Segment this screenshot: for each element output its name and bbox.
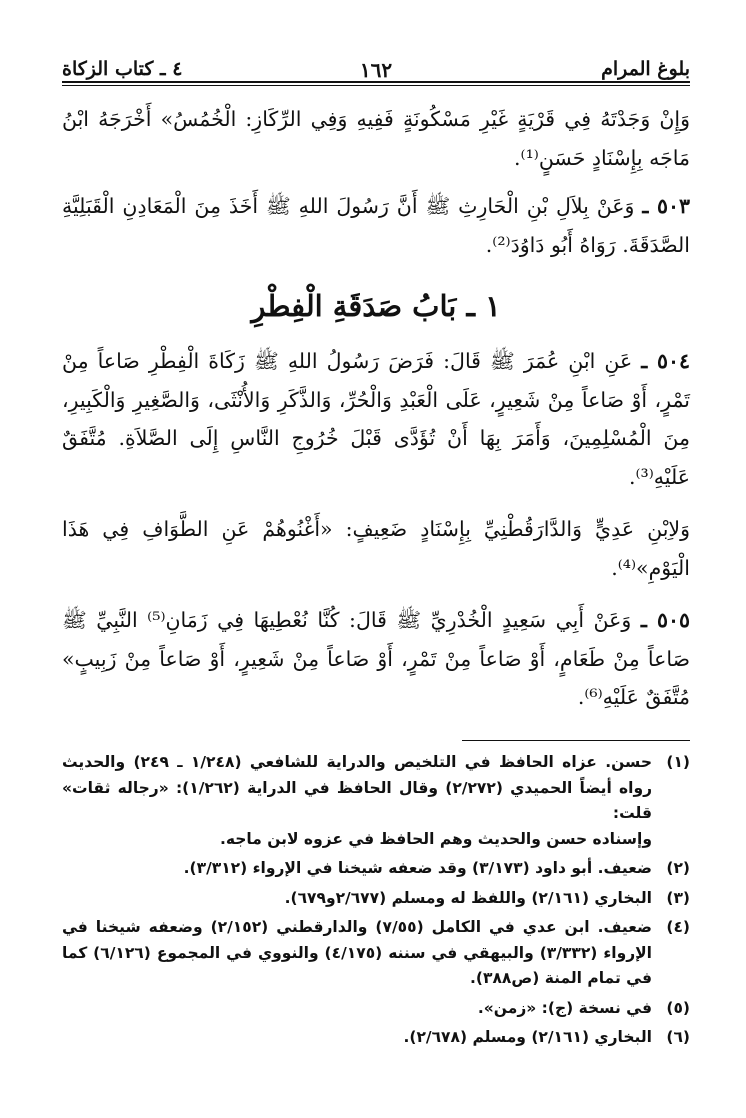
hadith-505 <box>62 601 690 717</box>
hadith-504 <box>62 342 690 496</box>
footnote <box>62 750 690 852</box>
footnote <box>62 1025 690 1051</box>
section-title: ١ ـ بَابُ صَدَقَةِ الْفِطْرِ <box>251 289 501 323</box>
hadith-number: ٥٠٣ ـ <box>642 194 690 218</box>
header-rule <box>62 81 690 86</box>
footnote-line: في نسخة (ج): «زمن». <box>477 998 652 1017</box>
hadith-503 <box>62 187 690 264</box>
footnote <box>62 886 690 912</box>
hadith-number: ٥٠٥ ـ <box>640 608 690 632</box>
footnote-number: (٦) <box>666 1028 690 1046</box>
footnote-number: (٢) <box>666 859 690 877</box>
footnote-text <box>62 1025 652 1051</box>
page-header <box>62 52 690 86</box>
page-number: ١٦٢ <box>359 58 393 82</box>
main-text <box>62 100 690 717</box>
footnote-text <box>62 996 652 1022</box>
footnote-number: (١) <box>666 753 690 771</box>
footnote <box>62 996 690 1022</box>
footnote-text <box>62 856 652 882</box>
footnote-number: (٥) <box>666 998 690 1017</box>
hadith-text: وَعَنْ بِلاَلِ بْنِ الْحَارِثِ ﷺ أَنَّ رَسُولَ اللهِ ﷺ أَخَذَ مِنَ الْمَعَادِنِ الْقَبَلِيَّةِ الصَّدَقَةَ. رَوَاهُ أَبُو دَاوُدَ⁽²⁾. <box>62 194 690 257</box>
footnote-number: (٣) <box>666 888 690 907</box>
footnote-text <box>62 886 652 912</box>
footnotes <box>62 750 690 1055</box>
footnote-line: وإسناده حسن والحديث وهم الحافظ في عزوه لابن ماجه. <box>219 829 652 848</box>
chapter-title: ٤ ـ كتاب الزكاة <box>62 58 183 80</box>
footnote-line: البخاري (٢/١٦١) واللفظ له ومسلم (٢/٦٧٧و٦٧٩). <box>284 888 652 907</box>
footnote-line: البخاري (٢/١٦١) ومسلم (٢/٦٧٨). <box>403 1028 652 1046</box>
footnote <box>62 915 690 992</box>
footnote-number: (٤) <box>666 918 690 936</box>
footnote <box>62 856 690 882</box>
hadith-number: ٥٠٤ ـ <box>641 349 690 373</box>
footnote-line: ضعيف. أبو داود (٣/١٧٣) وقد ضعفه شيخنا في الإرواء (٣/٣١٢). <box>183 859 652 877</box>
footnote-divider <box>462 740 690 741</box>
footnote-text <box>62 915 652 992</box>
book-title: بلوغ المرام <box>601 58 690 80</box>
hadith-text: وَعَنْ أَبِي سَعِيدٍ الْخُدْرِيِّ ﷺ قَالَ: كُنَّا نُعْطِيهَا فِي زَمَانِ⁽⁵⁾ النَّبِيِّ ﷺ صَاعاً مِنْ طَعَامٍ، أَوْ صَاعاً مِنْ تَمْرٍ، أَوْ صَاعاً مِنْ شَعِيرٍ، أَوْ صَاعاً مِنْ زَبِيبٍ» مُتَّفَقٌ عَلَيْهِ⁽⁶⁾. <box>62 608 690 709</box>
hadith-text: عَنِ ابْنِ عُمَرَ ﷺ قَالَ: فَرَضَ رَسُولُ اللهِ ﷺ زَكَاةَ الْفِطْرِ صَاعاً مِنْ تَمْرٍ، أَوْ صَاعاً مِنْ شَعِيرٍ، عَلَى الْعَبْدِ وَالْحُرِّ، وَالذَّكَرِ وَالأُنْثَى، وَالصَّغِيرِ وَالْكَبِيرِ، مِنَ الْمُسْلِمِينَ، وَأَمَرَ بِهَا أَنْ تُؤَدَّى قَبْلَ خُرُوجِ النَّاسِ إِلَى الصَّلاَةِ. مُتَّفَقٌ عَلَيْهِ⁽³⁾. <box>62 349 690 489</box>
footnote-text <box>62 750 652 852</box>
footnote-line: حسن. عزاه الحافظ في التلخيص والدراية للشافعي (١/٢٤٨ ـ ٢٤٩) والحديث رواه أيضاً الحميدي (٢/٢٧٢) وقال الحافظ في الدراية (١/٢٦٢): «رجاله ثقات» قلت: <box>62 753 653 822</box>
paragraph-continued: وَإِنْ وَجَدْتَهُ فِي قَرْيَةٍ غَيْرِ مَسْكُونَةٍ فَفِيهِ وَفِي الرِّكَازِ: الْخُمُسُ» أَخْرَجَهُ ابْنُ مَاجَه بِإِسْنَادٍ حَسَنٍ⁽¹⁾. <box>62 107 690 170</box>
footnote-line: ضعيف. ابن عدي في الكامل (٧/٥٥) والدارقطني (٢/١٥٢) وضعفه شيخنا في الإرواء (٣/٣٣٢) والبيهقي في سننه (٤/١٧٥) والنووي في المجموع (٦/١٢٦) كما في تمام المنة (ص٣٨٨). <box>62 918 652 987</box>
paragraph-ibn-adi: وَلاِبْنِ عَدِيٍّ وَالدَّارَقُطْنِيِّ بِإِسْنَادٍ ضَعِيفٍ: «أَغْنُوهُمْ عَنِ الطَّوَافِ فِي هَذَا الْيَوْمِ»⁽⁴⁾. <box>62 517 690 580</box>
